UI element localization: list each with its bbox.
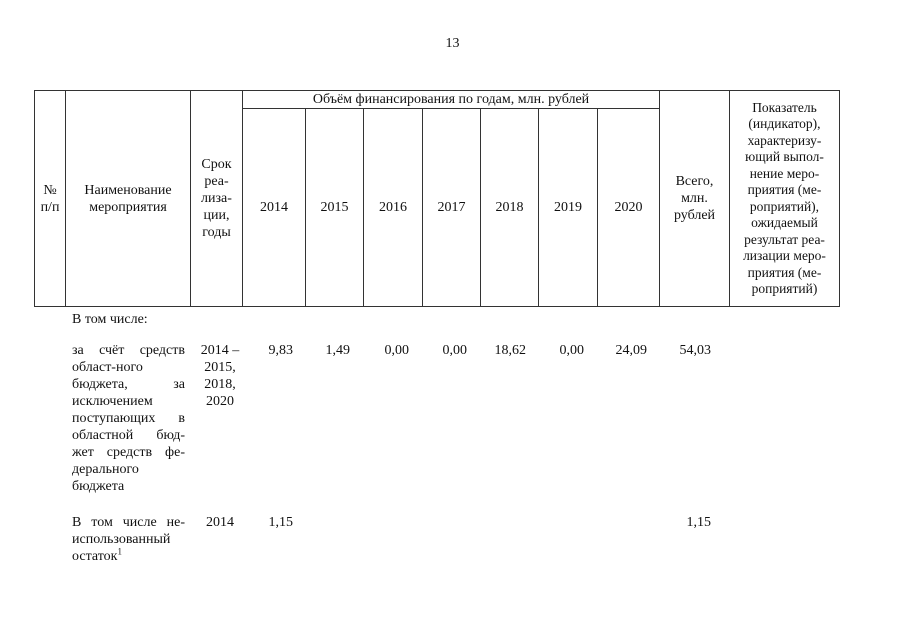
header-year-2015: 2015 xyxy=(320,200,349,215)
header-name: Наименование мероприятия xyxy=(84,182,172,215)
row-name-text: В том числе не-использованный остаток xyxy=(72,515,185,564)
row-name: за счёт средств област-ного бюджета, за исключением поступающих в областной бюд-жет средств фе-дерального бюджета xyxy=(72,343,185,494)
value-2016: 0,00 xyxy=(384,343,409,358)
row-label-including: В том числе: xyxy=(72,312,148,327)
value-2018: 18,62 xyxy=(494,343,526,358)
value-2014: 9,83 xyxy=(268,343,293,358)
value-2015: 1,49 xyxy=(325,343,350,358)
value-2014: 1,15 xyxy=(268,515,293,530)
header-year-2019: 2019 xyxy=(554,200,582,215)
header-year-2016: 2016 xyxy=(379,200,407,215)
value-2017: 0,00 xyxy=(442,343,467,358)
page-number: 13 xyxy=(445,36,460,51)
row-name xyxy=(72,514,185,565)
header-total: Всего, млн. рублей xyxy=(673,174,716,223)
value-2019: 0,00 xyxy=(559,343,584,358)
value-total: 54,03 xyxy=(679,343,711,358)
row-term: 2014 – 2015, 2018, 2020 xyxy=(200,343,240,409)
header-year-2017: 2017 xyxy=(437,200,466,215)
header-indicator: Показатель (индикатор), характеризу- ющий выпол- нение меро- приятия (ме- роприятий), ожидаемый результат реа- лизации меро- приятия (ме- роприятий) xyxy=(743,99,826,296)
value-2020: 24,09 xyxy=(615,343,647,358)
value-total: 1,15 xyxy=(686,515,711,530)
header-year-2018: 2018 xyxy=(495,200,524,215)
row-term: 2014 xyxy=(206,515,234,530)
header-term: Срок реа- лиза- ции, годы xyxy=(201,157,232,240)
header-number: № п/п xyxy=(40,182,60,215)
header-funding-group: Объём финансирования по годам, млн. рублей xyxy=(312,92,590,107)
header-year-2014: 2014 xyxy=(260,200,288,215)
footnote-marker: 1 xyxy=(117,546,122,557)
header-year-2020: 2020 xyxy=(614,200,643,215)
